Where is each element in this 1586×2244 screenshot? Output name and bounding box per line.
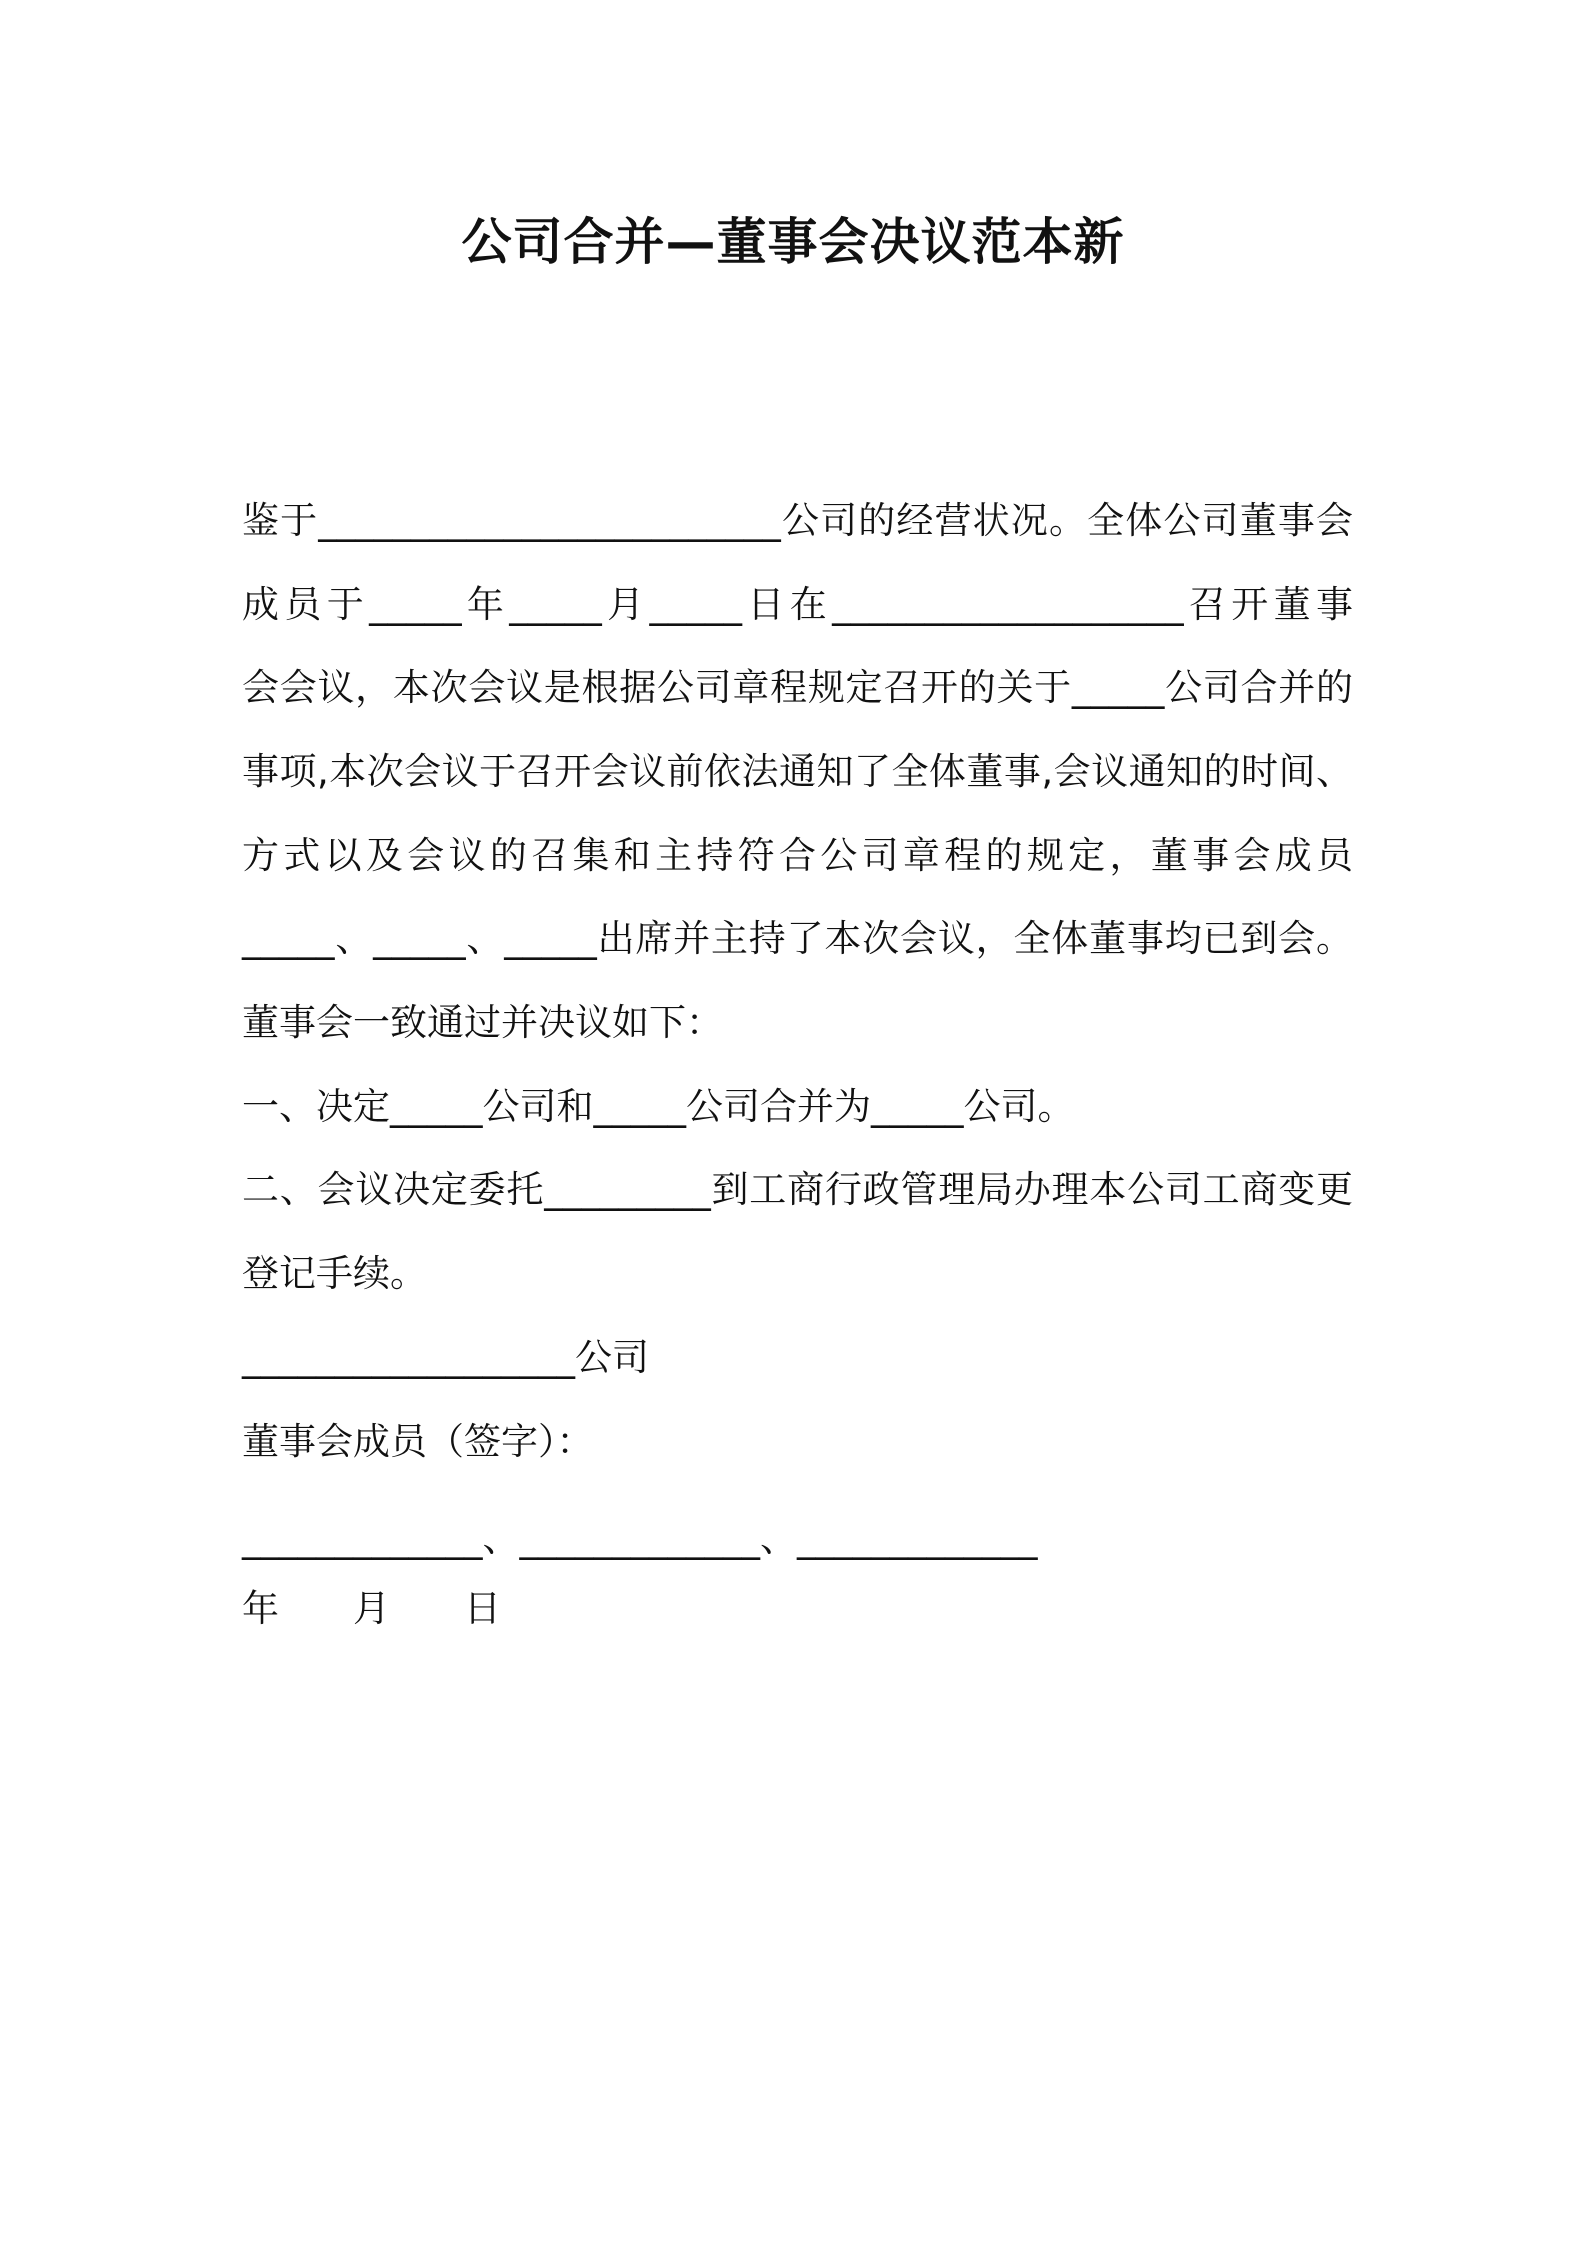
resolution-intro: 董事会一致通过并决议如下：	[242, 1001, 723, 1044]
company-signature-line: __________________公司	[242, 1336, 649, 1379]
paragraph-line-5: 方式以及会议的召集和主持符合公司章程的规定，董事会成员	[242, 834, 1353, 877]
paragraph-line-1: 鉴于_________________________公司的经营状况。全体公司董事会	[242, 499, 1353, 542]
paragraph-line-4: 事项,本次会议于召开会议前依法通知了全体董事,会议通知的时间、	[242, 750, 1353, 793]
resolution-item-1: 一、决定_____公司和_____公司合并为_____公司。	[242, 1085, 1075, 1128]
document-title: 公司合并—董事会决议范本新	[461, 213, 1125, 271]
resolution-item-2: 二、会议决定委托_________到工商行政管理局办理本公司工商变更	[242, 1168, 1353, 1211]
paragraph-line-2: 成员于_____年_____月_____日在___________________召开董事	[242, 583, 1353, 626]
board-member-signature-blanks: _____________、_____________、_____________	[242, 1517, 1038, 1560]
paragraph-line-3: 会会议，本次会议是根据公司章程规定召开的关于_____公司合并的	[242, 666, 1353, 709]
paragraph-line-6: _____、_____、_____出席并主持了本次会议，全体董事均已到会。	[242, 917, 1353, 960]
resolution-item-2-continued: 登记手续。	[242, 1252, 427, 1295]
signing-date: 年 月 日	[242, 1587, 501, 1630]
board-members-signature-label: 董事会成员（签字）：	[242, 1420, 594, 1463]
